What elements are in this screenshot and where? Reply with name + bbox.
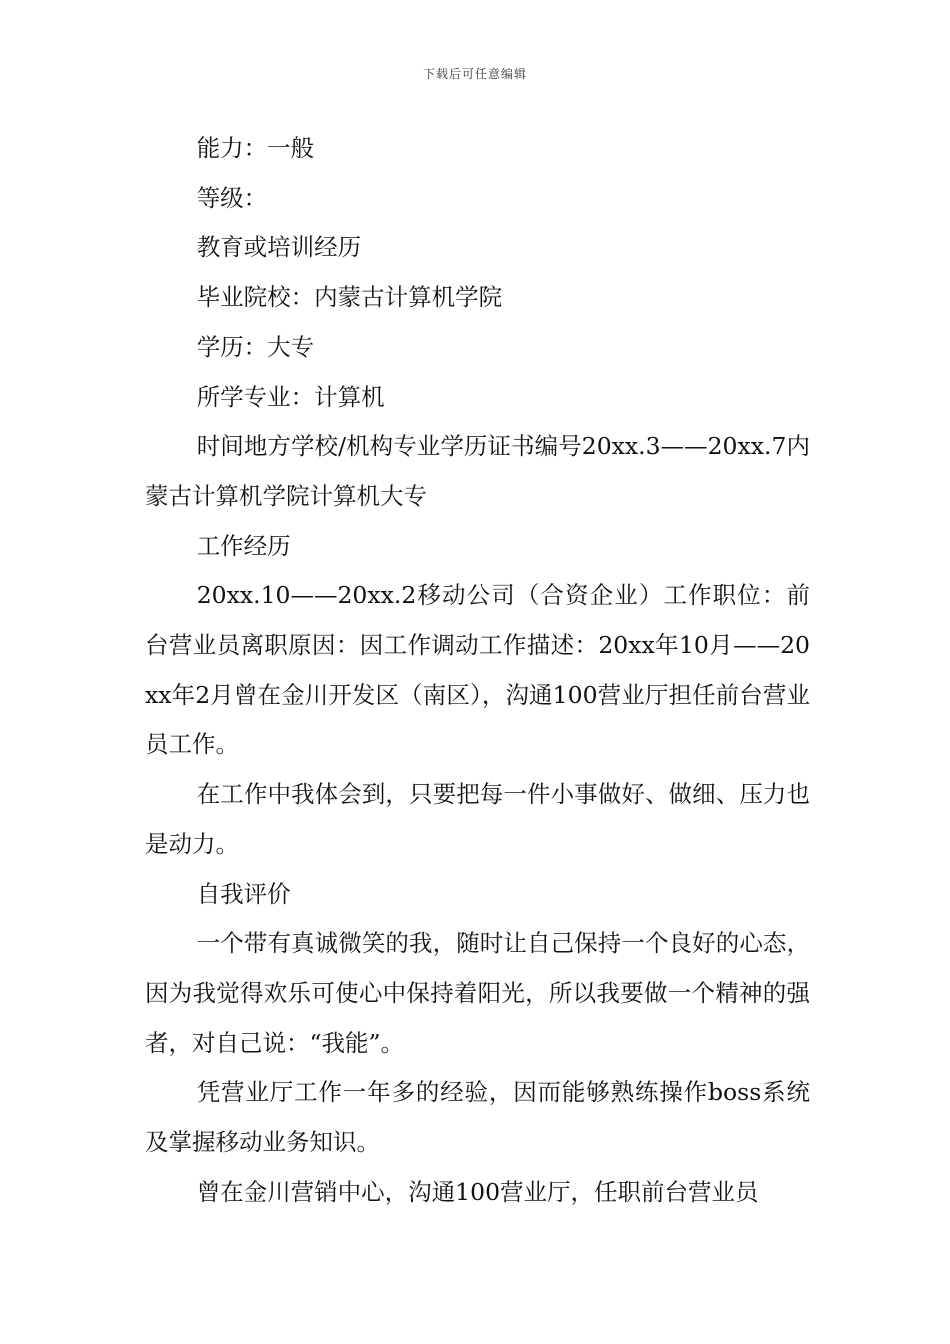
paragraph-ability: 能力：一般 bbox=[196, 134, 315, 162]
paragraph-major: 所学专业：计算机 bbox=[196, 382, 385, 411]
paragraph-level: 等级： bbox=[196, 183, 268, 212]
section-heading-education: 教育或培训经历 bbox=[196, 233, 362, 262]
section-heading-self-evaluation: 自我评价 bbox=[196, 879, 291, 908]
paragraph-school: 毕业院校：内蒙古计算机学院 bbox=[196, 283, 503, 312]
paragraph-work-record: 20xx.10——20xx.2移动公司（合资企业）工作职位：前台营业员离职原因：因工作调动工作描述：20xx年10月——20xx年2月曾在金川开发区（南区），沟通100营业厅担任前台营业员工作。 bbox=[145, 581, 810, 759]
paragraph-self-evaluation-1: 一个带有真诚微笑的我，随时让自己保持一个良好的心态，因为我觉得欢乐可使心中保持着阳光，所以我要做一个精神的强者，对自己说：“我能”。 bbox=[145, 929, 810, 1057]
paragraph-self-evaluation-2: 凭营业厅工作一年多的经验，因而能够熟练操作boss系统及掌握移动业务知识。 bbox=[145, 1078, 810, 1157]
paragraph-degree: 学历：大专 bbox=[196, 332, 315, 361]
document-body bbox=[145, 124, 810, 1217]
page-header-note: 下载后可任意编辑 bbox=[422, 67, 527, 81]
paragraph-self-evaluation-3: 曾在金川营销中心，沟通100营业厅，任职前台营业员 bbox=[196, 1177, 759, 1206]
paragraph-work-lesson: 在工作中我体会到，只要把每一件小事做好、做细、压力也是动力。 bbox=[145, 780, 810, 858]
paragraph-education-record: 时间地方学校/机构专业学历证书编号20xx.3——20xx.7内蒙古计算机学院计算机大专 bbox=[145, 432, 810, 510]
section-heading-work: 工作经历 bbox=[196, 531, 291, 560]
